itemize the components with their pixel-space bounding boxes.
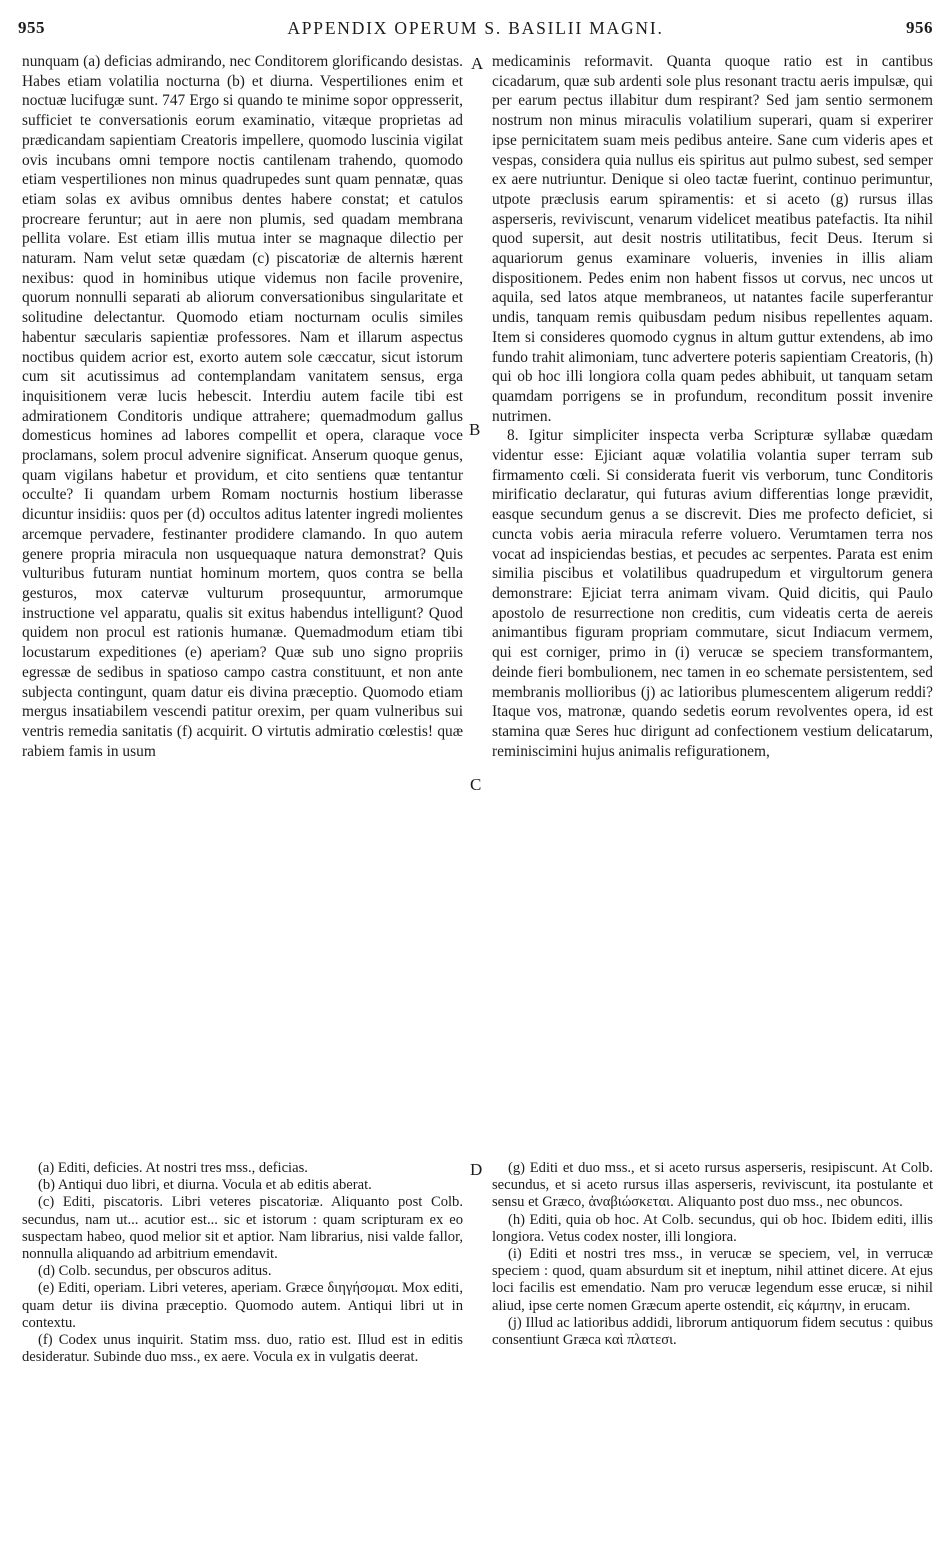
footnote-c: (c) Editi, piscatoris. Libri veteres piscatoriæ. Aliquanto post Colb. secundus, nam ut... acutior est... sic et istorum : quam scripturam ex eo suspectam habeo, quod melior sit et aptior. Nam librarius, nisi valde fallor, nonnulla aliquando ad arbitrium emendavit.: [22, 1194, 463, 1263]
footnotes-right: [492, 1160, 933, 1349]
body-paragraph: 8. Igitur simpliciter inspecta verba Scripturæ syllabæ quædam videntur esse: Ejiciant aquæ volatilia volantia super terram sub firmamento cœli. Si considerata fuerit vis verborum, tunc Conditoris mirificatio declaratur, qui futuras avium differentias longe prævidit, easque secundum genus a se discrevit. Dies me profecto deficiet, si cuncta vobis aeria miracula referre voluero. Verumtamen terra nos vocat ad inspiciendas bestias, et pecudes ac serpentes. Parata est enim similia piscibus et volatilibus quadrupedum et virgultorum genera demonstrare: Ejiciat terra animam vivam. Quid dicitis, qui Paulo apostolo de resurrectione non creditis, cum videatis certa de aereis animantibus figuram propriam commutare, sicut Indiacum vermem, qui est corniger, primo in (i) verucæ se speciem transformantem, deinde fieri bombulionem, nec tamen in eo schemate persistentem, sed membranis mollioribus (j) ac latioribus plumescentem aligerum reddi? Itaque vos, matronæ, quando sedetis eorum revolventes opera, id est stamina quæ Seres huc dirigunt ad confectionem vestium delicatarum, reminiscimini hujus animalis refigurationem,: [492, 427, 933, 760]
left-text-column: [22, 52, 463, 761]
footnote-d: (d) Colb. secundus, per obscuros aditus.: [38, 1263, 272, 1280]
footnote-g: (g) Editi et duo mss., et si aceto rursus asperseris, resipiscunt. At Colb. secundus, et si aceto rursus illas asperseris, reviviscunt, ita postulante et sensu et Græco, ἀναβιώσκεται. Aliquanto post duo mss., nec obuncos.: [492, 1160, 933, 1211]
page-number-right: 956: [906, 18, 933, 37]
footnote-e: (e) Editi, operiam. Libri veteres, aperiam. Græce διηγήσομαι. Mox editi, quam detur iis divina præceptio. Quomodo autem. Antiqui libri ut in contextu.: [22, 1280, 463, 1331]
margin-marker-d: D: [470, 1160, 483, 1179]
body-paragraph: nunquam (a) deficias admirando, nec Conditorem glorificando desistas. Habes etiam volatilia nocturna (b) et diurna. Vespertiliones enim et noctuæ lucifugæ sunt. 747 Ergo si quando te minime sopor oppresserit, sufficiet te conversationis eorum examinatio, vitæque proprietas ad prædicandam sapientiam Creatoris impellere, quomodo luscinia vigilat ovis incubans omni tempore noctis cantilenam trahendo, quomodo etiam vespertiliones non minus quadrupedes sunt quam pennatæ, quas etiam solas ex avibus omnibus dentes habere constat; et catulos procreare feruntur; aut in aere non plumis, sed quadam membrana pellita volare. Est etiam illis mutua inter se magnaque dilectio per naturam. Nam velut setæ quædam (c) piscatoriæ de alternis hærent nexibus: quod in hominibus utique videmus non facile provenire, quorum nonnulli separati ab aliorum conversationibus singularitate et solitudine delectantur. Quomodo etiam nocturnam oculis similes habentur sæcularis sapientiæ professores. Nam et illarum aspectus noctibus quidem acrior est, exorto autem sole cæccatur, sicut istorum cum sit acutissimus ad contemplandam vanitatem sensus, erga inquisitionem veræ lucis hebescit. Interdiu autem facile tibi est admirationem Conditoris undique attrahere; quemadmodum gallus domesticus homines ad labores compellit et opera, claraque voce proclamans, solem procul advenire significat. Anserum quoque genus, quam vigilans habetur et providum, et cito sentiens quæ tentantur occulte? Ii quandam urbem Romam nocturnis hostium liberasse dicuntur insidiis: quos per (d) occultos aditus latenter ingredi molientes arcemque pervadere, festinanter prodidere clamando. In quo autem genere propria miracula non usquequaque natura demonstrat? Quis vulturibus futuram nuntiat hominum mortem, quos contra se bella gesturos, mox catervæ vulturum prosequuntur, armorumque instructione vel apparatu, qualis sit exitus habendus intelligunt? Quod quidem non procul est rationis humanæ. Quemadmodum etiam tibi locustarum expeditiones (e) aperiam? Quæ sub uno signo propriis egressæ de sedibus in spatioso campo castra constituunt, et non ante subjecta contingunt, quam datur eis divina præceptio. Quomodo etiam mergus insatiabilem vescendi patitur orexim, per quam vulneribus sui ventris remedia sanitatis (f) acquirit. O virtutis admiratio cœlestis! quæ rabiem famis in usum: [22, 53, 463, 760]
margin-marker-c: C: [470, 775, 482, 794]
footnote-h: (h) Editi, quia ob hoc. At Colb. secundus, qui ob hoc. Ibidem editi, illis longiora. Vetus codex noster, illi longiora.: [492, 1211, 933, 1245]
footnote-j: (j) Illud ac latioribus addidi, librorum antiquorum fidem secutus : quibus consentiunt Græca καὶ πλατεσι.: [492, 1314, 933, 1349]
right-text-column: [492, 52, 933, 761]
margin-marker-a: A: [471, 54, 484, 73]
footnote-b: (b) Antiqui duo libri, et diurna. Vocula et ab editis aberat.: [38, 1177, 372, 1194]
footnote-a: (a) Editi, deficies. At nostri tres mss., deficias.: [38, 1160, 308, 1176]
running-title: APPENDIX OPERUM S. BASILII MAGNI.: [287, 18, 664, 38]
running-header: [18, 18, 933, 46]
footnote-i: (i) Editi et nostri tres mss., in verucæ se speciem, vel, in verrucæ speciem : quod, quam absurdum sit et ineptum, nihil attinet dicere. At ejus loci facilis est emendatio. Nam pro verucæ legendum esse erucæ, si nihil aliud, ipse certe nomen Græcum aperte ostendit, εἰς κάμπην, in erucam.: [492, 1246, 933, 1314]
footnote-f: (f) Codex unus inquirit. Statim mss. duo, ratio est. Illud est in editis desideratur. Subinde duo mss., ex aere. Vocula ex in vulgatis deerat.: [22, 1332, 463, 1366]
page-number-left: 955: [18, 18, 45, 37]
margin-marker-b: B: [469, 420, 481, 439]
footnotes-left: [22, 1160, 463, 1366]
body-paragraph: medicaminis reformavit. Quanta quoque ratio est in cantibus cicadarum, quæ sub ardenti sole plus resonant tractu aeris impulsæ, qui per earum pectus illabitur dum respirant? Sed jam sentio sermonem nostrum non minus miraculis volatilium superari, quam si experirer ipse pernicitatem suam meis pedibus anteire. Sane cum videris apes et vespas, considera quia nullus eis spiritus aut pulmo subest, sed semper ex aere nutriuntur. Denique si oleo tactæ fuerint, continuo perimuntur, utpote præclusis earum spiramentis: et si aceto (g) rursus illas asperseris, reviviscunt, venarum videlicet meatibus patefactis. Ita nihil quod supersit, aut desit nostris utilitatibus, fecit Deus. Iterum si aquariorum genus examinare volueris, invenies in illis aliam dispositionem. Pedes enim non habent fissos ut corvus, nec uncos ut aquila, sed latos atque membraneos, ut natantes facile superferantur undis, tanquam remis quibusdam pedum nisibus repellentes aquam. Item si consideres quomodo cygnus in altum guttur extendens, ab imo fundo trahit alimoniam, tunc advertere poteris sapientiam Creatoris, (h) qui ob hoc illi longiora colla quam pedes abhibuit, ut tanquam setam quamdam porrigens se in profundum, reconditum possit invenire nutrimen.: [492, 53, 933, 425]
